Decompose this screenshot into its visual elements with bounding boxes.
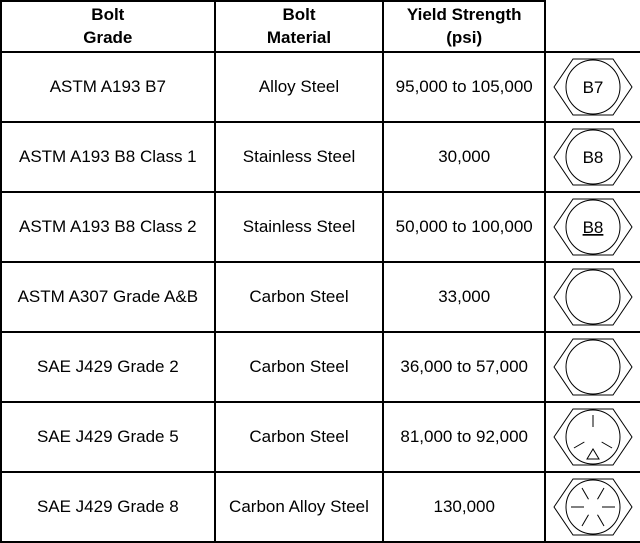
material-cell: Carbon Steel [215,332,384,402]
header-head-marking [545,1,640,52]
head-marking-cell [545,262,640,332]
header-line: Bolt [282,5,316,24]
table-header-row [1,1,640,52]
radial-mark-line [574,442,584,448]
bolt-head-icon [551,266,635,328]
header-line: Grade [83,28,133,47]
table-row [1,262,640,332]
yield-strength-cell: 33,000 [383,262,545,332]
head-marking-cell [545,472,640,542]
head-marking-cell [545,402,640,472]
material-cell: Stainless Steel [215,122,384,192]
grade-cell: ASTM A193 B7 [1,52,215,122]
material-cell: Carbon Alloy Steel [215,472,384,542]
table-row [1,52,640,122]
grade-cell: ASTM A193 B8 Class 1 [1,122,215,192]
header-line: Yield Strength [406,5,522,24]
yield-strength-cell: 95,000 to 105,000 [383,52,545,122]
radial-mark-line [598,488,605,499]
head-mark-label: B8 [582,148,604,167]
bolt-head-icon [551,336,635,398]
yield-strength-cell: 81,000 to 92,000 [383,402,545,472]
radial-mark-line [582,488,589,499]
material-cell: Stainless Steel [215,192,384,262]
radial-mark-line [582,515,589,526]
material-cell: Carbon Steel [215,402,384,472]
header-bolt-grade [1,1,215,52]
table-row [1,122,640,192]
head-marking-cell [545,52,640,122]
head-marking-cell [545,192,640,262]
table-row [1,472,640,542]
yield-strength-cell: 50,000 to 100,000 [383,192,545,262]
material-cell: Carbon Steel [215,262,384,332]
yield-strength-cell: 130,000 [383,472,545,542]
table-row [1,402,640,472]
bolt-head-icon [551,56,635,118]
radial-mark-line [602,442,612,448]
table-row [1,192,640,262]
table-row [1,332,640,402]
table-body [1,52,640,542]
header-yield-strength [383,1,545,52]
bolt-head-icon [551,406,635,468]
radial-mark-line [598,515,605,526]
bolt-head-icon [551,476,635,538]
grade-cell: ASTM A193 B8 Class 2 [1,192,215,262]
head-mark-label: B8 [582,218,604,237]
grade-cell: ASTM A307 Grade A&B [1,262,215,332]
head-circle [566,270,620,324]
header-line: (psi) [446,28,483,47]
header-line: Material [266,28,332,47]
head-circle [566,340,620,394]
material-cell: Alloy Steel [215,52,384,122]
head-marking-cell [545,122,640,192]
manufacturer-triangle-mark [587,449,599,459]
grade-cell: SAE J429 Grade 5 [1,402,215,472]
head-marking-cell [545,332,640,402]
head-mark-label: B7 [582,78,604,97]
header-bolt-material [215,1,384,52]
bolt-head-icon [551,196,635,258]
yield-strength-cell: 36,000 to 57,000 [383,332,545,402]
grade-cell: SAE J429 Grade 2 [1,332,215,402]
bolt-head-icon [551,126,635,188]
yield-strength-cell: 30,000 [383,122,545,192]
header-line: Bolt [91,5,125,24]
grade-cell: SAE J429 Grade 8 [1,472,215,542]
